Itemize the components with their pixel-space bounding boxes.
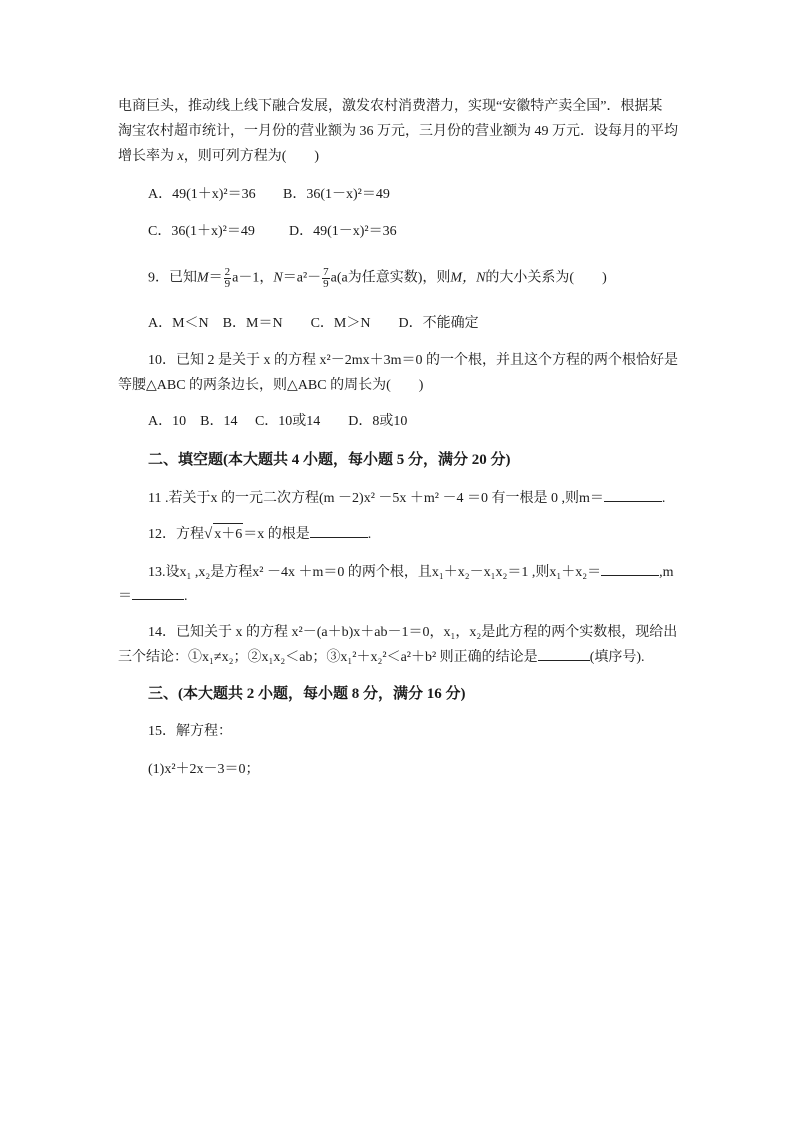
q11 <box>148 487 665 509</box>
q9-fraction-7-9 <box>322 267 330 290</box>
q9-part-a1: a－1， <box>232 270 274 286</box>
q13-answer-blank-1[interactable] <box>601 561 659 576</box>
q9-part-tail: a(a为任意实数)，则 <box>330 270 451 286</box>
q10-line-2: 等腰△ABC 的两条边长，则△ABC 的周长为( ) <box>118 378 424 393</box>
q10-options: A．10 B．14 C．10或14 D．8或10 <box>148 414 408 429</box>
q13-line-1-end: ,m <box>659 565 674 580</box>
q13-line-2-prefix: ＝ <box>118 589 132 604</box>
q12-radicand: x＋6 <box>213 523 243 546</box>
q9-vars-mn: M，N <box>450 270 486 286</box>
q9-part-a2: ＝a²－ <box>282 270 322 286</box>
q14-line-1: 14．已知关于 x 的方程 x²－(a＋b)x＋ab－1＝0，x₁，x₂是此方程的两个实数根，现给出 <box>148 625 678 640</box>
q13-answer-blank-2[interactable] <box>132 585 184 600</box>
sqrt-icon: √ <box>204 526 213 542</box>
q11-text: 11 .若关于x 的一元二次方程(m －2)x² －5x ＋m² －4 ＝0 有一根是 0 ,则m＝ <box>148 491 604 506</box>
q9-var-n: N <box>273 270 283 286</box>
q12-answer-blank[interactable] <box>310 523 368 538</box>
q9-var-m: M <box>197 270 209 286</box>
q8-line-3 <box>118 146 319 168</box>
q9-prefix: 9．已知 <box>148 270 197 286</box>
q14-answer-blank[interactable] <box>538 646 590 661</box>
q8-option-d: D．49(1－x)²＝36 <box>289 224 397 239</box>
q9-stem <box>148 267 607 289</box>
q13-line-2-end: . <box>184 589 188 604</box>
section-3-title: 三、(本大题共 2 小题，每小题 8 分，满分 16 分) <box>148 686 466 702</box>
q13-line-1 <box>148 561 674 583</box>
q9-fraction-2-9 <box>224 267 232 290</box>
q9-suffix: 的大小关系为( ) <box>485 270 607 286</box>
q12 <box>148 523 371 545</box>
q9-equals: ＝ <box>208 270 223 286</box>
q8-line-1: 电商巨头，推动线上线下融合发展，激发农村消费潜力，实现“安徽特产卖全国”．根据某 <box>118 99 663 114</box>
q13-line-2 <box>118 585 188 607</box>
q12-end: . <box>367 527 372 542</box>
q11-end: . <box>661 491 666 506</box>
q9-frac2-numerator: 7 <box>323 266 329 278</box>
q9-frac2-denominator: 9 <box>323 278 329 290</box>
q10-line-1: 10．已知 2 是关于 x 的方程 x²－2mx＋3m＝0 的一个根，并且这个方程的两个根恰好是 <box>148 353 678 368</box>
q15-label: 15．解方程： <box>148 724 232 739</box>
q14-line-2-end: (填序号). <box>589 650 645 665</box>
q12-mid: ＝x 的根是 <box>243 527 310 542</box>
q8-line-3-suffix: ，则可列方程为( ) <box>183 149 320 164</box>
q9-frac1-denominator: 9 <box>224 278 231 290</box>
q8-line-2: 淘宝农村超市统计，一月份的营业额为 36 万元，三月份的营业额为 49 万元．设每月的平均 <box>118 124 678 139</box>
q9-options: A．M＜N B．M＝N C．M＞N D．不能确定 <box>148 316 479 331</box>
section-2-title: 二、填空题(本大题共 4 小题，每小题 5 分，满分 20 分) <box>148 452 511 468</box>
q14-line-2-text: 三个结论：①x₁≠x₂；②x₁x₂＜ab；③x₁²＋x₂²＜a²＋b² 则正确的结论是 <box>118 650 538 665</box>
q8-line-3-prefix: 增长率为 <box>118 149 178 164</box>
q8-option-a: A．49(1＋x)²＝36 <box>148 187 256 202</box>
q8-option-c: C．36(1＋x)²＝49 <box>148 224 255 239</box>
q8-var-x: x <box>177 149 184 164</box>
q9-frac1-numerator: 2 <box>224 266 231 278</box>
q12-prefix: 12．方程 <box>148 527 204 542</box>
q11-answer-blank[interactable] <box>604 487 662 502</box>
q15-part-1: (1)x²＋2x－3＝0； <box>148 762 260 777</box>
q8-option-b: B．36(1－x)²＝49 <box>283 187 390 202</box>
q13-text: 13.设x₁ ,x₂是方程x² －4x ＋m＝0 的两个根，且x₁＋x₂－x₁x₂＝1 ,则x₁＋x₂＝ <box>148 565 602 580</box>
q14-line-2 <box>118 646 645 668</box>
